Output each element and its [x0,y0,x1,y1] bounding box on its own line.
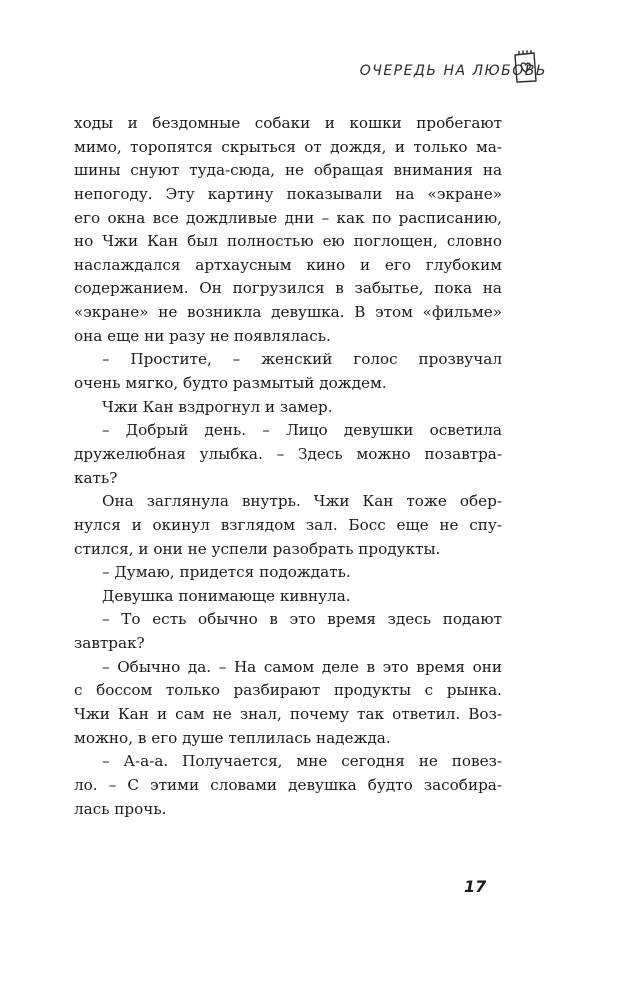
text-line: лась прочь. [74,799,167,818]
text-line: – Думаю, придется подождать. [102,563,351,582]
text-line: – А-а-а. Получается, мне сегодня не повез- [102,752,502,771]
text-line: шины снуют туда-сюда, не обращая внимания на [74,161,502,180]
text-line: стился, и они не успели разобрать продукты. [74,539,441,558]
text-line: кать? [74,468,118,487]
text-line: ло. – С этими словами девушка будто засобира- [74,775,502,794]
text-line: содержанием. Он погрузился в забытье, пока на [74,279,502,298]
text-line: – Добрый день. – Лицо девушки осветила [102,421,502,440]
text-line: Девушка понимающе кивнула. [102,586,351,605]
text-line: – Простите, – женский голос прозвучал [102,350,502,369]
page-number: 17 [464,877,487,896]
text-line: Она заглянула внутрь. Чжи Кан тоже обер- [102,492,502,511]
running-header: ОЧЕРЕДЬ НА ЛЮБОВЬ [359,63,547,79]
text-line: дружелюбная улыбка. – Здесь можно позавтра- [74,444,502,463]
text-line: ходы и бездомные собаки и кошки пробегают [74,114,502,132]
text-line: Чжи Кан вздрогнул и замер. [102,397,333,416]
text-line: завтрак? [74,634,145,653]
text-line: мимо, торопятся скрыться от дождя, и только ма- [74,137,502,156]
body-text [74,112,502,821]
notebook-heart-icon [511,50,539,84]
text-line: непогоду. Эту картину показывали на «экране» [74,184,502,203]
text-line: наслаждался артхаусным кино и его глубоким [74,255,502,274]
text-line: она еще ни разу не появлялась. [74,326,331,345]
text-line: очень мягко, будто размытый дождем. [74,374,387,393]
text-line: нулся и окинул взглядом зал. Босс еще не спу- [74,515,502,534]
text-line: его окна все дождливые дни – как по расписанию, [74,208,502,227]
text-line: Чжи Кан и сам не знал, почему так ответил. Воз- [74,705,502,724]
text-line: – Обычно да. – На самом деле в это время они [102,657,502,676]
text-line: «экране» не возникла девушка. В этом «фильме» [74,303,502,322]
text-line: с боссом только разбирают продукты с рынка. [74,681,502,700]
text-line: но Чжи Кан был полностью ею поглощен, словно [74,232,502,251]
text-line: можно, в его душе теплилась надежда. [74,728,391,747]
text-line: – То есть обычно в это время здесь подают [102,610,502,629]
